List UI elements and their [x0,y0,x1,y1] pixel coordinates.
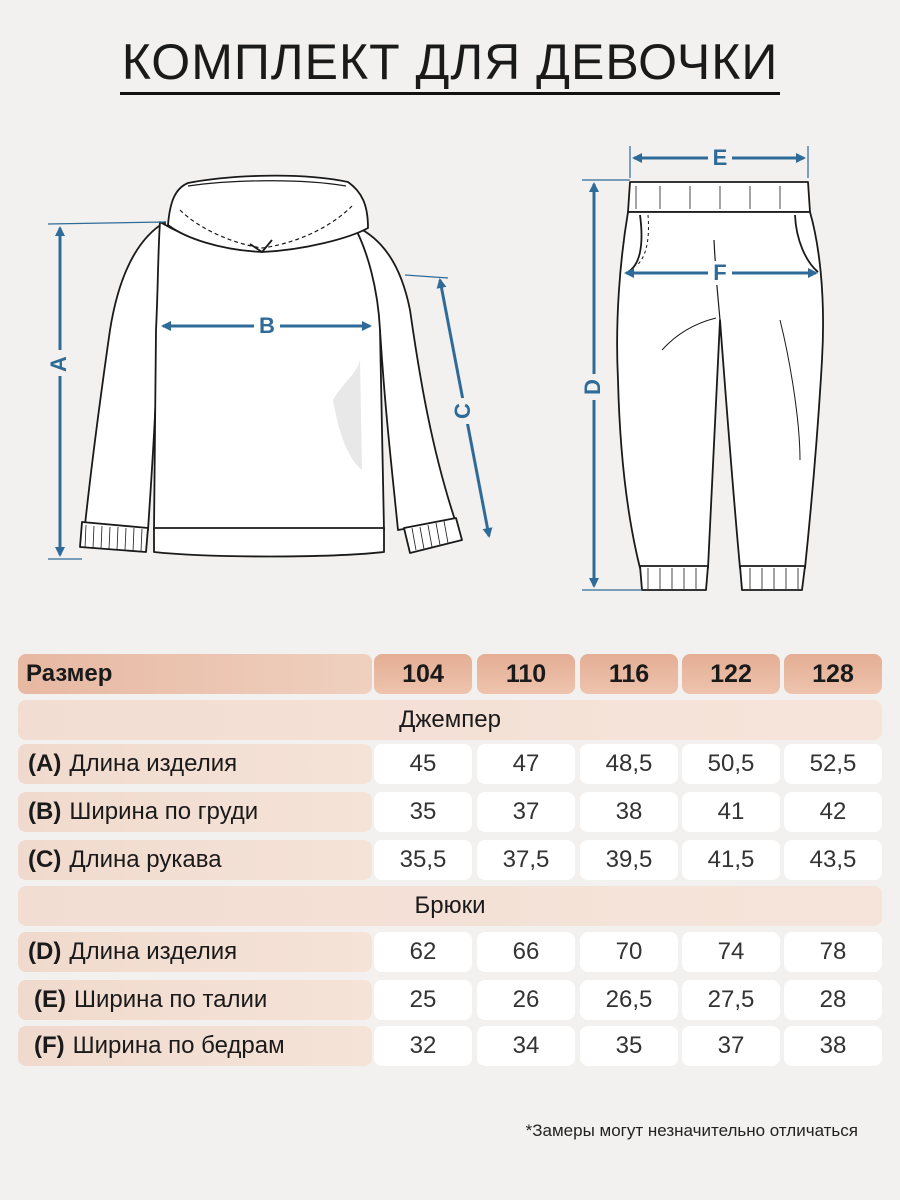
value-cell: 37 [477,792,575,832]
value-cell: 41,5 [682,840,780,880]
table-row [18,840,882,880]
value-cell: 35,5 [374,840,472,880]
label-c: C [449,403,475,419]
value-cell: 66 [477,932,575,972]
garment-illustration [0,130,900,610]
section-jumper [18,700,882,740]
measure-label: (C) Длина рукава [18,840,372,880]
table-row [18,792,882,832]
value-cell: 39,5 [580,840,678,880]
value-cell: 38 [580,792,678,832]
value-cell: 37,5 [477,840,575,880]
value-cell: 43,5 [784,840,882,880]
section-title: Брюки [18,886,882,926]
value-cell: 35 [580,1026,678,1066]
value-cell: 35 [374,792,472,832]
size-116: 116 [580,654,678,694]
section-pants [18,886,882,926]
label-e: E [712,144,728,170]
value-cell: 38 [784,1026,882,1066]
value-cell: 34 [477,1026,575,1066]
measure-label: (D) Длина изделия [18,932,372,972]
value-cell: 41 [682,792,780,832]
label-d: D [579,379,605,395]
label-a: A [45,356,71,372]
table-header-row [18,654,882,694]
section-title: Джемпер [18,700,882,740]
value-cell: 28 [784,980,882,1020]
value-cell: 52,5 [784,744,882,784]
measure-label: (E) Ширина по талии [18,980,372,1020]
value-cell: 45 [374,744,472,784]
value-cell: 50,5 [682,744,780,784]
size-header-label: Размер [18,654,372,694]
value-cell: 26 [477,980,575,1020]
measure-label: (B) Ширина по груди [18,792,372,832]
value-cell: 74 [682,932,780,972]
value-cell: 25 [374,980,472,1020]
value-cell: 32 [374,1026,472,1066]
value-cell: 27,5 [682,980,780,1020]
table-row [18,980,882,1020]
hoodie-drawing [80,176,462,557]
table-row [18,1026,882,1066]
size-128: 128 [784,654,882,694]
value-cell: 42 [784,792,882,832]
label-b: B [259,312,275,338]
size-122: 122 [682,654,780,694]
value-cell: 62 [374,932,472,972]
value-cell: 48,5 [580,744,678,784]
value-cell: 78 [784,932,882,972]
measure-label: (F) Ширина по бедрам [18,1026,372,1066]
pants-drawing [617,182,823,590]
measure-label: (A) Длина изделия [18,744,372,784]
value-cell: 47 [477,744,575,784]
value-cell: 70 [580,932,678,972]
value-cell: 37 [682,1026,780,1066]
table-row [18,744,882,784]
label-f: F [713,259,727,285]
table-row [18,932,882,972]
size-104: 104 [374,654,472,694]
measurement-note: *Замеры могут незначительно отличаться [525,1121,858,1140]
size-110: 110 [477,654,575,694]
value-cell: 26,5 [580,980,678,1020]
page-title: КОМПЛЕКТ ДЛЯ ДЕВОЧКИ [0,34,900,90]
